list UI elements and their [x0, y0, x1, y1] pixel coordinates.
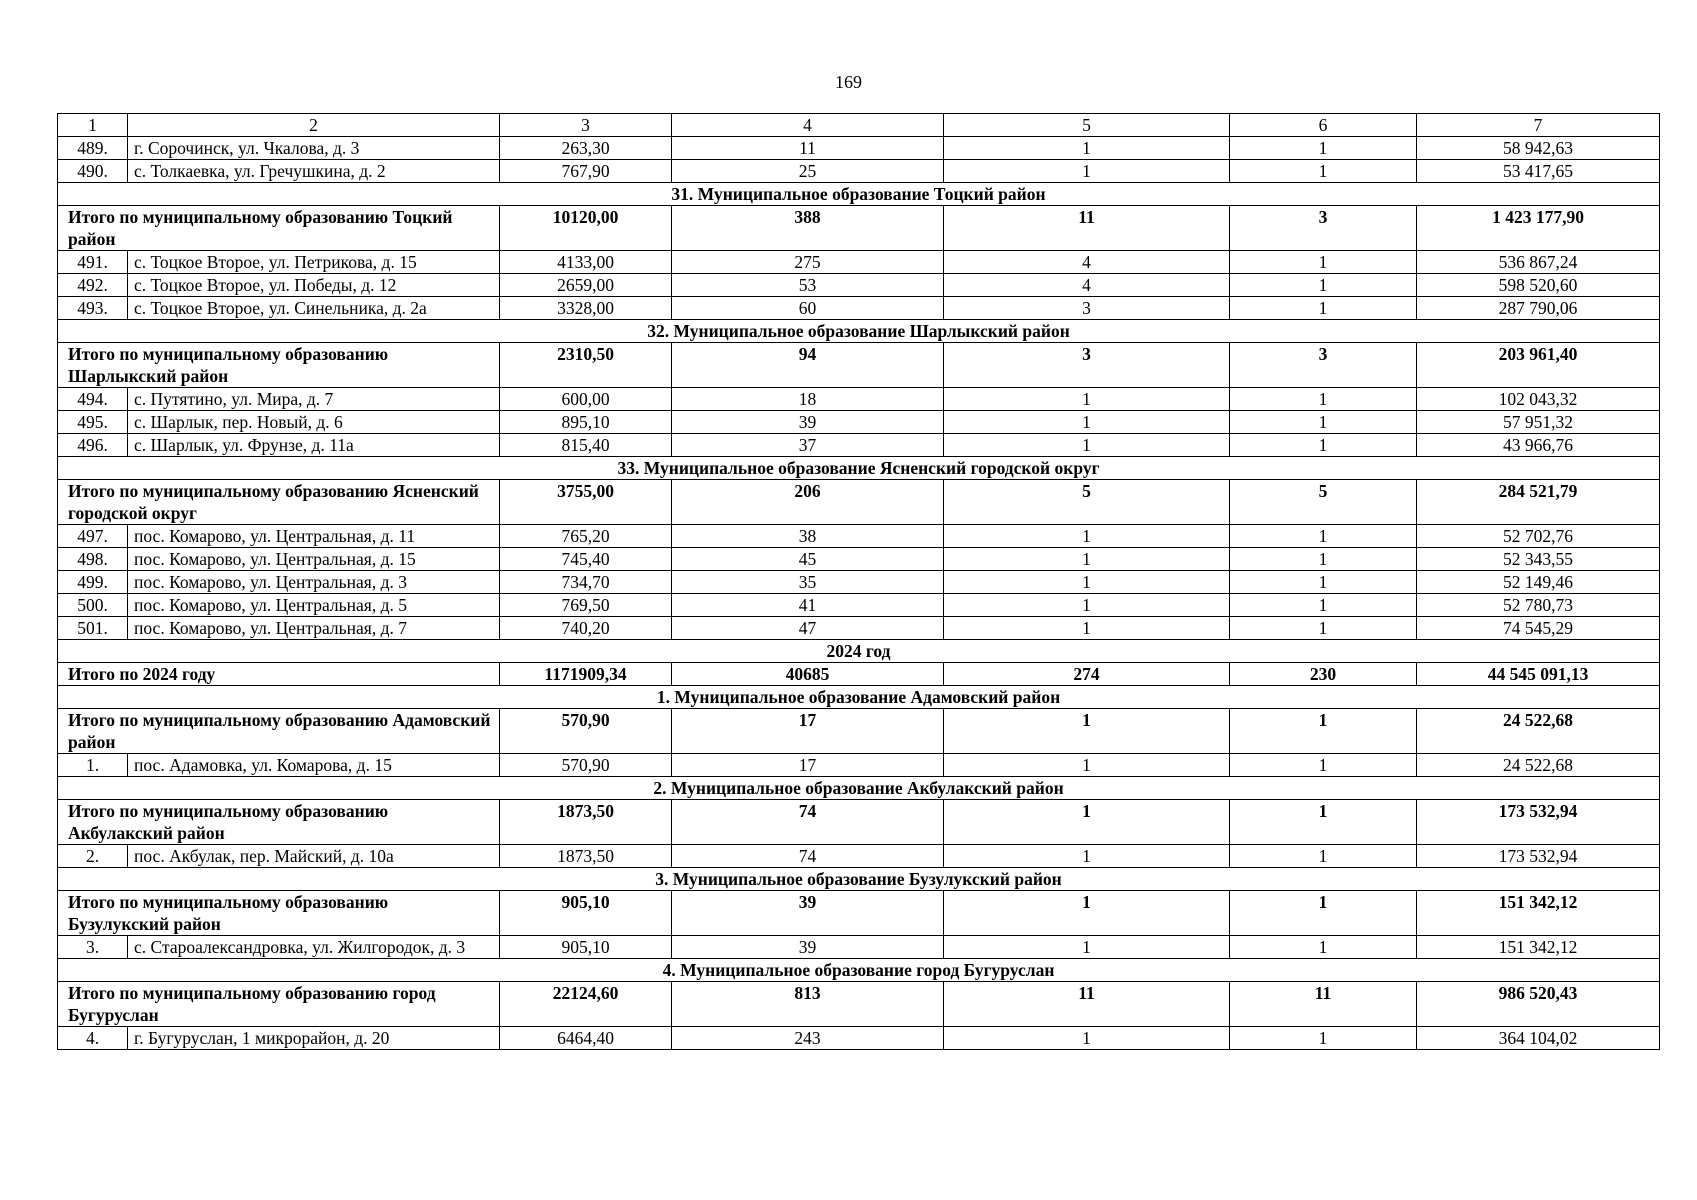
cell-cost: 173 532,94: [1417, 800, 1660, 845]
header-cell: 3: [500, 114, 672, 137]
cell-cost: 44 545 091,13: [1417, 663, 1660, 686]
cell-col6: 1: [1230, 800, 1417, 845]
section-row: [58, 457, 1660, 480]
section-title: 4. Муниципальное образование город Бугуруслан: [58, 959, 1660, 982]
cell-cost: 52 343,55: [1417, 548, 1660, 571]
cell-number: 499.: [58, 571, 128, 594]
cell-area: 1171909,34: [500, 663, 672, 686]
table-row: [58, 388, 1660, 411]
cell-address: пос. Комарово, ул. Центральная, д. 5: [128, 594, 500, 617]
cell-cost: 24 522,68: [1417, 709, 1660, 754]
table-row: [58, 754, 1660, 777]
cell-area: 769,50: [500, 594, 672, 617]
cell-cost: 53 417,65: [1417, 160, 1660, 183]
cell-number: 1.: [58, 754, 128, 777]
table-row: [58, 160, 1660, 183]
cell-number: 500.: [58, 594, 128, 617]
cell-col6: 230: [1230, 663, 1417, 686]
cell-cost: 364 104,02: [1417, 1027, 1660, 1050]
cell-area: 745,40: [500, 548, 672, 571]
cell-col5: 1: [944, 709, 1230, 754]
cell-area: 895,10: [500, 411, 672, 434]
section-title: 31. Муниципальное образование Тоцкий район: [58, 183, 1660, 206]
header-cell: 2: [128, 114, 500, 137]
cell-address: пос. Акбулак, пер. Майский, д. 10а: [128, 845, 500, 868]
cell-area: 600,00: [500, 388, 672, 411]
section-title: 1. Муниципальное образование Адамовский район: [58, 686, 1660, 709]
cell-col5: 4: [944, 251, 1230, 274]
cell-col4: 74: [672, 800, 944, 845]
total-row: [58, 343, 1660, 388]
cell-area: 734,70: [500, 571, 672, 594]
total-row: [58, 891, 1660, 936]
cell-col4: 38: [672, 525, 944, 548]
total-row: [58, 709, 1660, 754]
cell-area: 815,40: [500, 434, 672, 457]
table-row: [58, 548, 1660, 571]
table-row: [58, 251, 1660, 274]
cell-col6: 1: [1230, 594, 1417, 617]
cell-col4: 275: [672, 251, 944, 274]
cell-col6: 1: [1230, 571, 1417, 594]
cell-cost: 151 342,12: [1417, 891, 1660, 936]
cell-area: 767,90: [500, 160, 672, 183]
cell-col4: 813: [672, 982, 944, 1027]
header-row: [58, 114, 1660, 137]
cell-address: г. Бугуруслан, 1 микрорайон, д. 20: [128, 1027, 500, 1050]
total-row: [58, 663, 1660, 686]
cell-col6: 11: [1230, 982, 1417, 1027]
cell-col5: 1: [944, 617, 1230, 640]
cell-address: пос. Комарово, ул. Центральная, д. 7: [128, 617, 500, 640]
cell-col4: 60: [672, 297, 944, 320]
section-row: [58, 959, 1660, 982]
cell-col6: 1: [1230, 251, 1417, 274]
cell-cost: 102 043,32: [1417, 388, 1660, 411]
cell-number: 493.: [58, 297, 128, 320]
cell-number: 4.: [58, 1027, 128, 1050]
cell-col6: 1: [1230, 160, 1417, 183]
section-row: [58, 868, 1660, 891]
header-cell: 7: [1417, 114, 1660, 137]
cell-col4: 243: [672, 1027, 944, 1050]
section-row: [58, 183, 1660, 206]
cell-cost: 536 867,24: [1417, 251, 1660, 274]
total-label: Итого по муниципальному образованию город Бугуруслан: [58, 982, 500, 1027]
cell-col5: 1: [944, 571, 1230, 594]
table-row: [58, 571, 1660, 594]
section-title: 3. Муниципальное образование Бузулукский район: [58, 868, 1660, 891]
cell-col6: 1: [1230, 388, 1417, 411]
cell-area: 570,90: [500, 754, 672, 777]
total-label: Итого по муниципальному образованию Тоцкий район: [58, 206, 500, 251]
section-row: [58, 640, 1660, 663]
cell-col6: 1: [1230, 525, 1417, 548]
cell-address: с. Шарлык, ул. Фрунзе, д. 11а: [128, 434, 500, 457]
cell-cost: 986 520,43: [1417, 982, 1660, 1027]
header-cell: 4: [672, 114, 944, 137]
cell-area: 905,10: [500, 891, 672, 936]
cell-address: г. Сорочинск, ул. Чкалова, д. 3: [128, 137, 500, 160]
cell-col6: 5: [1230, 480, 1417, 525]
cell-col4: 74: [672, 845, 944, 868]
cell-number: 501.: [58, 617, 128, 640]
cell-address: с. Шарлык, пер. Новый, д. 6: [128, 411, 500, 434]
section-title: 32. Муниципальное образование Шарлыкский район: [58, 320, 1660, 343]
cell-col6: 1: [1230, 936, 1417, 959]
cell-area: 765,20: [500, 525, 672, 548]
section-title: 2024 год: [58, 640, 1660, 663]
cell-number: 494.: [58, 388, 128, 411]
cell-area: 740,20: [500, 617, 672, 640]
cell-cost: 173 532,94: [1417, 845, 1660, 868]
cell-number: 492.: [58, 274, 128, 297]
cell-area: 1873,50: [500, 800, 672, 845]
cell-col5: 1: [944, 548, 1230, 571]
page-number: 169: [835, 72, 862, 92]
table-row: [58, 845, 1660, 868]
cell-col4: 47: [672, 617, 944, 640]
cell-cost: 24 522,68: [1417, 754, 1660, 777]
cell-col5: 1: [944, 1027, 1230, 1050]
cell-area: 22124,60: [500, 982, 672, 1027]
section-row: [58, 320, 1660, 343]
table-row: [58, 297, 1660, 320]
table-row: [58, 434, 1660, 457]
total-label: Итого по муниципальному образованию Шарлыкский район: [58, 343, 500, 388]
cell-cost: 52 780,73: [1417, 594, 1660, 617]
cell-col4: 17: [672, 754, 944, 777]
cell-cost: 151 342,12: [1417, 936, 1660, 959]
cell-col4: 35: [672, 571, 944, 594]
table-row: [58, 137, 1660, 160]
cell-col4: 45: [672, 548, 944, 571]
cell-address: пос. Комарово, ул. Центральная, д. 15: [128, 548, 500, 571]
cell-col6: 1: [1230, 434, 1417, 457]
cell-cost: 43 966,76: [1417, 434, 1660, 457]
cell-address: с. Тоцкое Второе, ул. Петрикова, д. 15: [128, 251, 500, 274]
cell-col6: 1: [1230, 617, 1417, 640]
cell-col5: 274: [944, 663, 1230, 686]
table-row: [58, 525, 1660, 548]
cell-col5: 1: [944, 388, 1230, 411]
cell-address: пос. Адамовка, ул. Комарова, д. 15: [128, 754, 500, 777]
cell-cost: 287 790,06: [1417, 297, 1660, 320]
total-label: Итого по муниципальному образованию Адамовский район: [58, 709, 500, 754]
total-label: Итого по муниципальному образованию Бузулукский район: [58, 891, 500, 936]
cell-col4: 41: [672, 594, 944, 617]
cell-area: 6464,40: [500, 1027, 672, 1050]
cell-area: 2659,00: [500, 274, 672, 297]
table-row: [58, 617, 1660, 640]
cell-col5: 4: [944, 274, 1230, 297]
cell-col5: 1: [944, 137, 1230, 160]
cell-number: 491.: [58, 251, 128, 274]
cell-col5: 1: [944, 754, 1230, 777]
header-cell: 1: [58, 114, 128, 137]
cell-cost: 58 942,63: [1417, 137, 1660, 160]
cell-col4: 53: [672, 274, 944, 297]
cell-col6: 1: [1230, 709, 1417, 754]
cell-address: пос. Комарово, ул. Центральная, д. 3: [128, 571, 500, 594]
cell-address: с. Тоцкое Второе, ул. Синельника, д. 2а: [128, 297, 500, 320]
cell-area: 1873,50: [500, 845, 672, 868]
cell-col4: 39: [672, 936, 944, 959]
cell-col5: 1: [944, 936, 1230, 959]
table-row: [58, 594, 1660, 617]
cell-col4: 39: [672, 891, 944, 936]
cell-col5: 1: [944, 891, 1230, 936]
cell-col5: 5: [944, 480, 1230, 525]
cell-col5: 1: [944, 594, 1230, 617]
cell-col5: 1: [944, 411, 1230, 434]
section-row: [58, 777, 1660, 800]
cell-cost: 57 951,32: [1417, 411, 1660, 434]
cell-col5: 1: [944, 434, 1230, 457]
cell-area: 905,10: [500, 936, 672, 959]
header-cell: 6: [1230, 114, 1417, 137]
cell-number: 2.: [58, 845, 128, 868]
cell-col4: 40685: [672, 663, 944, 686]
cell-col4: 18: [672, 388, 944, 411]
cell-area: 4133,00: [500, 251, 672, 274]
cell-col6: 1: [1230, 845, 1417, 868]
data-table: [57, 113, 1660, 1050]
cell-address: пос. Комарово, ул. Центральная, д. 11: [128, 525, 500, 548]
cell-col5: 3: [944, 343, 1230, 388]
cell-col4: 39: [672, 411, 944, 434]
cell-col5: 1: [944, 160, 1230, 183]
cell-number: 495.: [58, 411, 128, 434]
cell-area: 3328,00: [500, 297, 672, 320]
cell-area: 10120,00: [500, 206, 672, 251]
cell-col6: 1: [1230, 548, 1417, 571]
cell-col5: 1: [944, 845, 1230, 868]
cell-col6: 1: [1230, 297, 1417, 320]
cell-col5: 1: [944, 525, 1230, 548]
total-row: [58, 480, 1660, 525]
cell-cost: 74 545,29: [1417, 617, 1660, 640]
cell-col5: 1: [944, 800, 1230, 845]
cell-area: 263,30: [500, 137, 672, 160]
cell-cost: 52 149,46: [1417, 571, 1660, 594]
cell-area: 3755,00: [500, 480, 672, 525]
total-row: [58, 800, 1660, 845]
section-row: [58, 686, 1660, 709]
cell-col5: 11: [944, 982, 1230, 1027]
total-label: Итого по муниципальному образованию Акбулакский район: [58, 800, 500, 845]
cell-col6: 1: [1230, 411, 1417, 434]
table-row: [58, 1027, 1660, 1050]
cell-address: с. Путятино, ул. Мира, д. 7: [128, 388, 500, 411]
total-label: Итого по муниципальному образованию Ясненский городской округ: [58, 480, 500, 525]
total-row: [58, 982, 1660, 1027]
cell-col6: 3: [1230, 343, 1417, 388]
cell-address: с. Толкаевка, ул. Гречушкина, д. 2: [128, 160, 500, 183]
cell-number: 498.: [58, 548, 128, 571]
cell-cost: 598 520,60: [1417, 274, 1660, 297]
cell-number: 490.: [58, 160, 128, 183]
section-title: 33. Муниципальное образование Ясненский городской округ: [58, 457, 1660, 480]
cell-number: 496.: [58, 434, 128, 457]
cell-col5: 3: [944, 297, 1230, 320]
cell-col4: 206: [672, 480, 944, 525]
cell-address: с. Тоцкое Второе, ул. Победы, д. 12: [128, 274, 500, 297]
cell-number: 3.: [58, 936, 128, 959]
total-row: [58, 206, 1660, 251]
cell-cost: 284 521,79: [1417, 480, 1660, 525]
cell-col6: 1: [1230, 754, 1417, 777]
cell-number: 497.: [58, 525, 128, 548]
total-label: Итого по 2024 году: [58, 663, 500, 686]
cell-col4: 388: [672, 206, 944, 251]
cell-cost: 1 423 177,90: [1417, 206, 1660, 251]
cell-col4: 25: [672, 160, 944, 183]
cell-number: 489.: [58, 137, 128, 160]
cell-col4: 37: [672, 434, 944, 457]
section-title: 2. Муниципальное образование Акбулакский район: [58, 777, 1660, 800]
cell-col6: 1: [1230, 891, 1417, 936]
cell-col6: 1: [1230, 137, 1417, 160]
table-row: [58, 411, 1660, 434]
table-row: [58, 274, 1660, 297]
table-row: [58, 936, 1660, 959]
cell-cost: 203 961,40: [1417, 343, 1660, 388]
cell-col4: 17: [672, 709, 944, 754]
cell-col4: 11: [672, 137, 944, 160]
header-cell: 5: [944, 114, 1230, 137]
cell-address: с. Староалександровка, ул. Жилгородок, д. 3: [128, 936, 500, 959]
cell-col4: 94: [672, 343, 944, 388]
cell-col6: 1: [1230, 274, 1417, 297]
cell-cost: 52 702,76: [1417, 525, 1660, 548]
cell-col6: 3: [1230, 206, 1417, 251]
cell-area: 570,90: [500, 709, 672, 754]
cell-col6: 1: [1230, 1027, 1417, 1050]
cell-area: 2310,50: [500, 343, 672, 388]
cell-col5: 11: [944, 206, 1230, 251]
